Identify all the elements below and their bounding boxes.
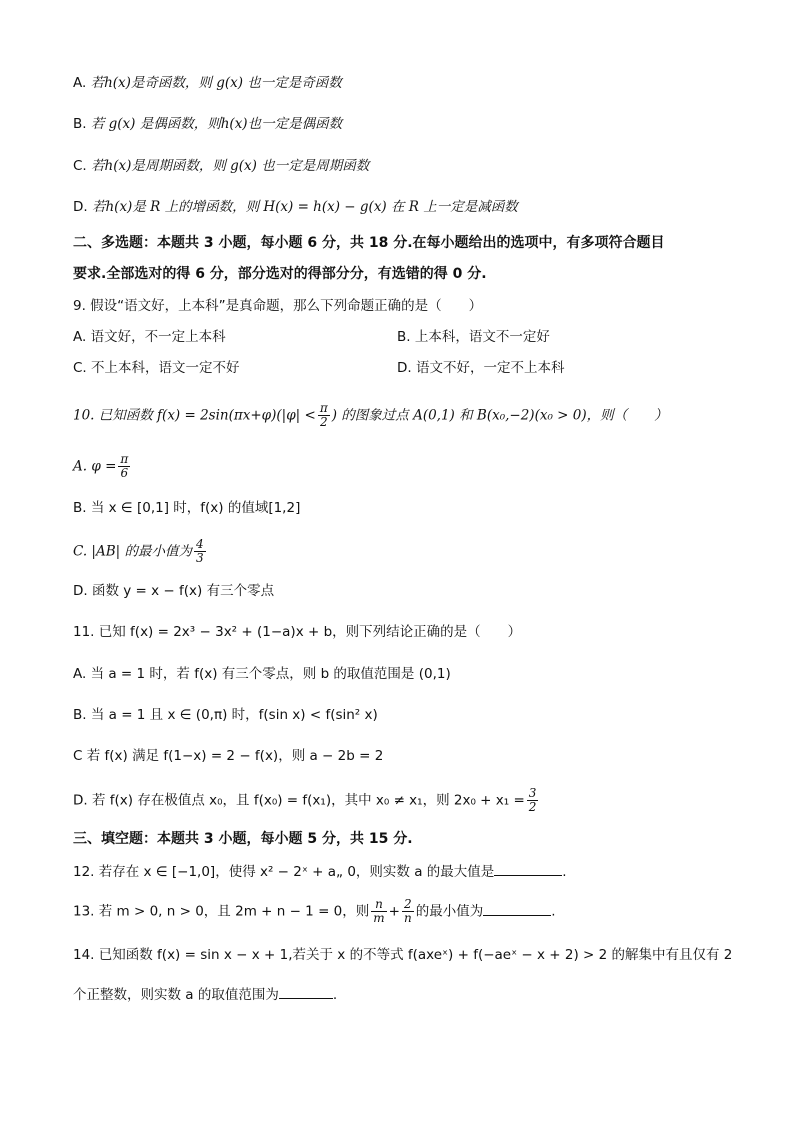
q10-option-a: A. φ = $\frac{\pi}{6}$ <box>73 452 129 480</box>
q10-option-b: B. 当 x ∈ [0,1] 时，f(x) 的值域[1,2] <box>73 500 301 516</box>
q14-line1: 14. 已知函数 f(x) = sin x − x + 1,若关于 x 的不等式 f(axeˣ) + f(−aeˣ − x + 2) > 2 的解集中有且仅有 2 <box>73 947 733 963</box>
q9-stem: 9. 假设“语文好，上本科”是真命题，那么下列命题正确的是（ ） <box>73 298 483 314</box>
q9-option-b: B. 上本科，语文不一定好 <box>397 329 550 345</box>
q11-option-c: C 若 f(x) 满足 f(1−x) = 2 − f(x)，则 a − 2b = 2 <box>73 748 384 764</box>
q9-option-d: D. 语文不好，一定不上本科 <box>397 360 565 376</box>
answer-blank <box>279 986 333 999</box>
q11-option-a: A. 当 a = 1 时，若 f(x) 有三个零点，则 b 的取值范围是 (0,1) <box>73 666 451 682</box>
q11-stem: 11. 已知 f(x) = 2x³ − 3x² + (1−a)x + b，则下列结论正确的是（ ） <box>73 624 522 640</box>
q13: 13. 若 m > 0, n > 0，且 2m + n − 1 = 0，则 $\frac{n}{m}$ + $\frac{2}{n}$ 的最小值为 . <box>73 897 556 925</box>
q9-option-a: A. 语文好，不一定上本科 <box>73 329 226 345</box>
q10-option-c: C. |AB| 的最小值为 $\frac{4}{3}$ <box>73 537 204 565</box>
q14-line2: 个正整数，则实数 a 的取值范围为 . <box>73 987 338 1003</box>
section2-heading-line1: 二、多选题：本题共 3 小题，每小题 6 分，共 18 分.在每小题给出的选项中，有多项符合题目 <box>73 235 665 251</box>
q11-option-b: B. 当 a = 1 且 x ∈ (0,π) 时，f(sin x) < f(sin² x) <box>73 707 378 723</box>
option-8a: A. 若h(x)是奇函数，则 g(x) 也一定是奇函数 <box>73 75 342 91</box>
q9-option-c: C. 不上本科，语文一定不好 <box>73 360 240 376</box>
option-8d: D. 若h(x)是 R 上的增函数，则 H(x) = h(x) − g(x) 在 R 上一定是减函数 <box>73 199 518 215</box>
section3-heading: 三、填空题：本题共 3 小题，每小题 5 分，共 15 分. <box>73 831 413 847</box>
q10-option-d: D. 函数 y = x − f(x) 有三个零点 <box>73 583 275 599</box>
option-8c: C. 若h(x)是周期函数，则 g(x) 也一定是周期函数 <box>73 158 370 174</box>
answer-blank <box>494 863 562 876</box>
option-8b: B. 若 g(x) 是偶函数，则h(x)也一定是偶函数 <box>73 116 343 132</box>
section2-heading-line2: 要求.全部选对的得 6 分，部分选对的得部分分，有选错的得 0 分. <box>73 266 487 282</box>
q10-fraction: $\frac{\pi}{2}$ <box>319 401 328 429</box>
q10-stem: 10. 已知函数 f(x) = 2sin(πx+φ)(|φ| < $\frac{\pi}{2}$ ) 的图象过点 A(0,1) 和 B(x₀,−2)(x₀ > 0)，则（ ） <box>73 401 668 429</box>
answer-blank <box>483 903 551 916</box>
q12: 12. 若存在 x ∈ [−1,0]，使得 x² − 2ˣ + a„ 0，则实数 a 的最大值是 . <box>73 864 567 880</box>
q11-option-d: D. 若 f(x) 存在极值点 x₀，且 f(x₀) = f(x₁)，其中 x₀ ≠ x₁，则 2x₀ + x₁ = $\frac{3}{2}$ <box>73 786 537 814</box>
